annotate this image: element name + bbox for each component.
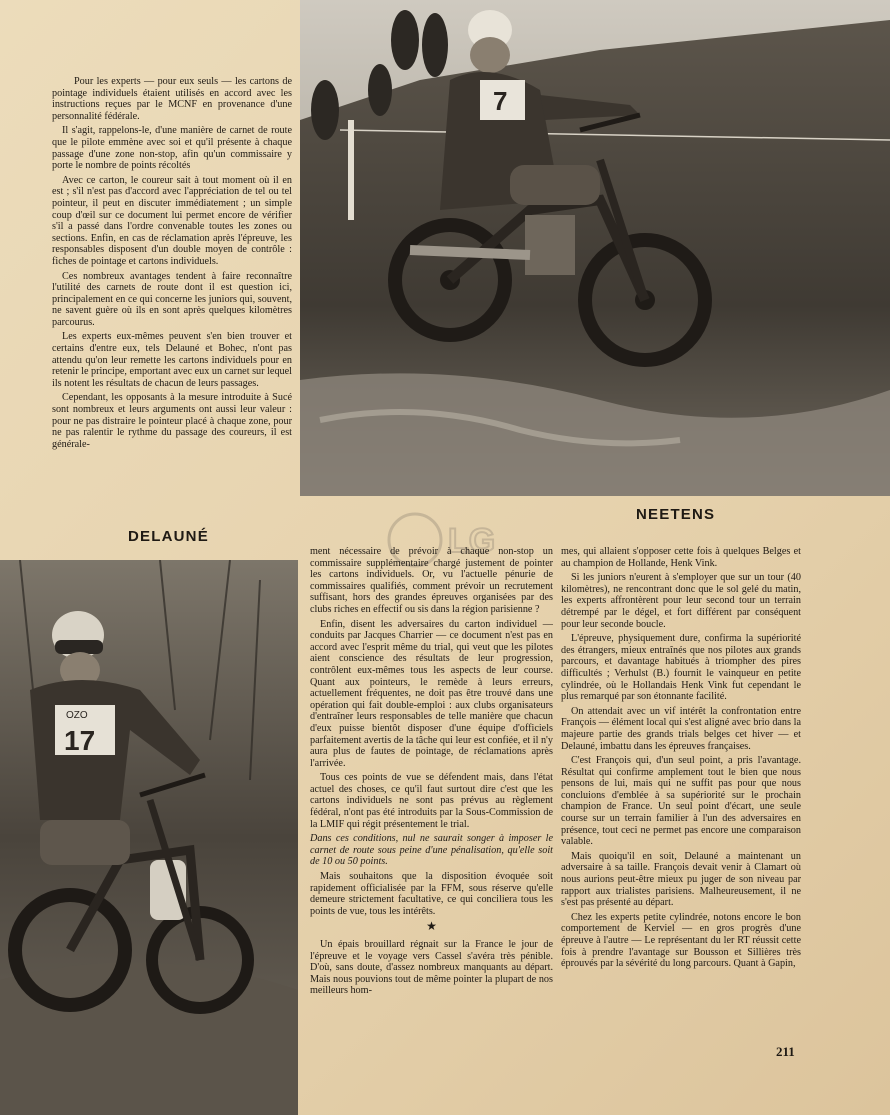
photo-neetens: [300, 0, 890, 496]
paragraph: ment nécessaire de prévoir à chaque non-stop un commissaire supplémentaire chargé justement de pointer les cartons individuels. Or, vu l'actuelle pénurie de commissaires qualifiés, comment prévoir un recrutement suffisant, hors des grandes épreuves organisées par des clubs riches en effectif ou sis dans la région parisienne ?: [310, 546, 553, 615]
article-column-right: [561, 546, 801, 973]
paragraph: L'épreuve, physiquement dure, confirma la supériorité des étrangers, mieux entraînés que nos pilotes aux grands parcours, et davantage habitués à triompher des pires difficultés ; Verhulst (B.) fournit le vainqueur en petite cylindrée, où le Hollandais Henk Vink fut cependant le plus remarqué par son étonnante facilité.: [561, 633, 801, 703]
paragraph: Un épais brouillard régnait sur la France le jour de l'épreuve et le voyage vers Cassel s'avéra très pénible. D'où, sans doute, d'assez nombreux manquants au départ. Mais nous pouvions tout de même pointer la plupart de nos meilleurs hom-: [310, 939, 553, 997]
photo-neetens-illustration: [300, 0, 890, 496]
photo-delaune-illustration: [0, 560, 298, 1115]
paragraph: mes, qui allaient s'opposer cette fois à quelques Belges et au champion de Hollande, Henk Vink.: [561, 546, 801, 569]
paragraph: Tous ces points de vue se défendent mais, dans l'état actuel des choses, ce qu'il faut surtout dire c'est que les cartons individuels ne sont pas prévus au règlement fédéral, n'ont pas été introduits par la Sous-Commission de la LMIF qui régit présentement le trial.: [310, 772, 553, 830]
paragraph: Avec ce carton, le coureur sait à tout moment où il en est ; s'il n'est pas d'accord avec l'appréciation de tel ou tel pointeur, il peut en discuter immédiatement ; un simple coup d'œil sur ce document lui permet encore de vérifier s'il a passé dans l'ordre convenable toutes les zones ou sections. Enfin, en cas de réclamation après l'épreuve, les responsables disposent d'un double moyen de contrôle : fiches de pointage et cartons individuels.: [52, 174, 292, 267]
photo-delaune: [0, 560, 298, 1115]
page-number: 211: [776, 1044, 795, 1059]
paragraph: Les experts eux-mêmes peuvent s'en bien trouver et certains d'entre eux, tels Delauné et Bohec, n'ont pas attendu qu'on leur remette les cartons individuels pour en retenir le principe, emportant avec eux un carnet sur lequel ils notent les résultats de chacun de leurs passages.: [52, 331, 292, 389]
paragraph: Si les juniors n'eurent à s'employer que sur un tour (40 kilomètres), ne rencontrant donc que le sol gelé du matin, les experts affrontèrent pour leur second tour un terrain détrempé par le dégel, et fort différent par conséquent pour leur seconde boucle.: [561, 572, 801, 630]
caption-delaune: DELAUNÉ: [128, 528, 209, 545]
paragraph-italic: Dans ces conditions, nul ne saurait songer à imposer le carnet de route sous peine d'une pénalisation, qu'elle soit de 10 ou 50 points.: [310, 833, 553, 868]
paragraph: Mais souhaitons que la disposition évoquée soit rapidement officialisée par la FFM, sous réserve qu'elle demeure strictement facultative, ce qui conciliera tous les points de vue, tous les intérêts.: [310, 871, 553, 917]
svg-text:OZO: OZO: [66, 710, 88, 721]
rider-number-top: 7: [493, 86, 508, 116]
watermark-text: LG: [448, 522, 496, 560]
section-separator-star: ★: [426, 919, 437, 934]
caption-neetens: NEETENS: [636, 506, 716, 523]
paragraph: On attendait avec un vif intérêt la confrontation entre François — élément local qui s'est aligné avec brio dans la majeure partie des grands trials belges cet hiver — et Delauné, imbattu dans les épreuves françaises.: [561, 705, 801, 752]
paragraph: Chez les experts petite cylindrée, notons encore le bon comportement de Kerviel — en gros progrès d'une épreuve à l'autre — Le représentant du ler RT réussit cette fois à prendre l'avantage sur Bousson et Sillières très éprouvés par la sévérité du long parcours. Quant à Gapin,: [561, 911, 801, 970]
paragraph: Cependant, les opposants à la mesure introduite à Sucé sont nombreux et leurs arguments ont aussi leur valeur : pour ne pas distraire le pointeur placé à chaque zone, pour ne pas ralentir le rythme du passage des coureurs, il est générale-: [52, 392, 292, 450]
article-column-middle: [310, 546, 553, 1000]
paragraph: Ces nombreux avantages tendent à faire reconnaître l'utilité des carnets de route dont il est question ici, principalement en ce qui concerne les juniors qui, souvent, ne savent guère où ils en sont après quelques kilomètres parcourus.: [52, 270, 292, 328]
rider-number-left: 17: [64, 725, 96, 756]
article-column-top: [52, 76, 292, 453]
paragraph: Enfin, disent les adversaires du carton individuel — conduits par Jacques Charrier — ce document n'est pas en accord avec l'esprit même du trial, qui veut que les pilotes aient conscience des résultats de leur progression, contrôlent eux-mêmes tous les aspects de leur course. Quant aux pointeurs, le remède à leurs erreurs, actuellement fréquentes, ne doit pas être trouvé dans une opération qui fait double-emploi : aux clubs organisateurs d'entraîner leurs responsables de telle manière que chacun d'eux puisse bientôt disposer d'une équipe d'officiels parfaitement avertis de la tâche qui leur est confiée, et il n'y aura plus de fautes de pointage, de réclamations après l'arrivée.: [310, 618, 553, 769]
paragraph: Mais quoiqu'il en soit, Delauné a maintenant un adversaire à sa taille. François devait venir à Clamart où nous aurions peut-être mieux pu juger de son niveau par rapport aux trialistes parisiens. Malheureusement, il ne s'est pas présenté au départ.: [561, 850, 801, 909]
paragraph: C'est François qui, d'un seul point, a pris l'avantage. Résultat qui confirme amplement tout le bien que nous pensons de lui, mais qui ne suffit pas pour que nous concluions d'emblée à sa supériorité sur le prochain champion de France. Un seul point d'écart, une seule course sur un terrain familier à l'un des adversaires en présence, tout ceci ne permet pas encore une comparaison valable.: [561, 755, 801, 848]
paragraph: Il s'agit, rappelons-le, d'une manière de carnet de route que le pilote emmène avec soi et qu'il présente à chaque passage d'une zone non-stop, afin qu'un commissaire y porte le nombre de points récoltés: [52, 125, 292, 172]
paragraph: Pour les experts — pour eux seuls — les cartons de pointage individuels étaient utilisés en accord avec les instructions reçues par le MCNF en provenance d'une personnalité fédérale.: [52, 76, 292, 122]
